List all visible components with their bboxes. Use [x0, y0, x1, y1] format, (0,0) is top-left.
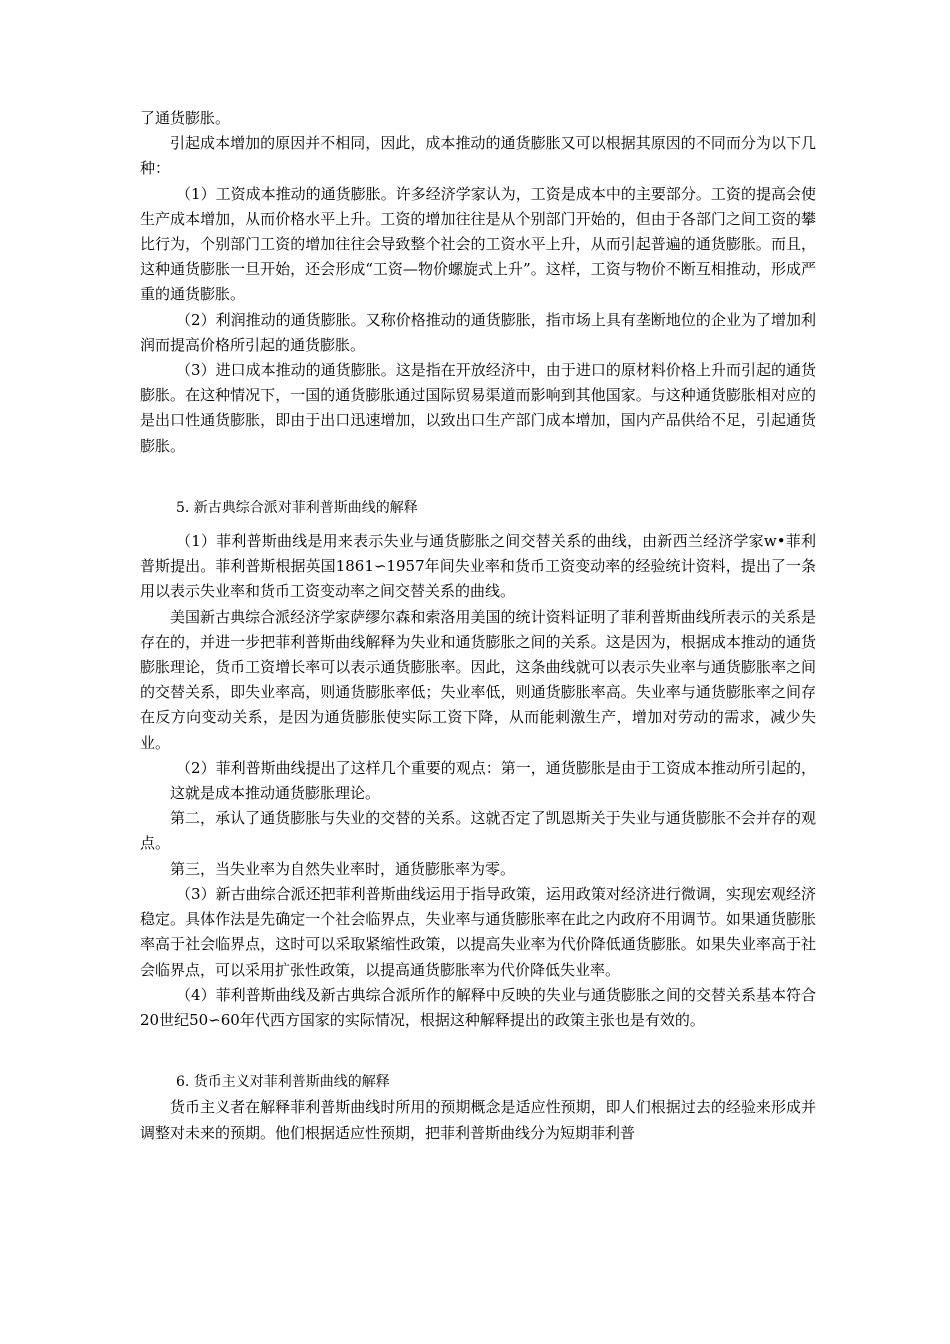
paragraph-monetarist-explanation: 货币主义者在解释菲利普斯曲线时所用的预期概念是适应性预期，即人们根据过去的经验来形成并调整对未来的预期。他们根据适应性预期，把菲利普斯曲线分为短期菲利普 [140, 1098, 816, 1142]
section-gap [140, 1033, 816, 1070]
paragraph-samuelson-solow: 美国新古典综合派经济学家萨缪尔森和索洛用美国的统计资料证明了菲利普斯曲线所表示的关系是存在的，并进一步把菲利普斯曲线解释为失业和通货膨胀之间的关系。这是因为，根据成本推动的通货膨胀理论，货币工资增长率可以表示通货膨胀率。因此，这条曲线就可以表示失业率与通货膨胀率之间的交替关系，即失业率高，则通货膨胀率低；失业率低，则通货膨胀率高。失业率与通货膨胀率之间存在反方向变动关系，是因为通货膨胀使实际工资下降，从而能刺激生产，增加对劳动的需求，减少失业。 [140, 607, 816, 752]
heading-gap [140, 521, 816, 529]
paragraph-second-point: 第二，承认了通货膨胀与失业的交替的关系。这就否定了凯恩斯关于失业与通货膨胀不会并存的观点。 [140, 809, 816, 853]
paragraph-phillips-curve-definition: （1）菲利普斯曲线是用来表示失业与通货膨胀之间交替关系的曲线，由新西兰经济学家w•菲利普斯提出。菲利普斯根据英国1861∽1957年间失业率和货币工资变动率的经验统计资料，提出了一条用以表示失业率和货币工资变动率之间交替关系的曲线。 [140, 532, 816, 601]
section-heading-5: 5. 新古典综合派对菲利普斯曲线的解释 [176, 499, 418, 516]
paragraph-third-point: 第三，当失业率为自然失业率时，通货膨胀率为零。 [170, 859, 516, 878]
paragraph-phillips-views: （2）菲利普斯曲线提出了这样几个重要的观点：第一，通货膨胀是由于工资成本推动所引起的，这就是成本推动通货膨胀理论。 [170, 758, 816, 803]
paragraph-cost-push-intro: 引起成本增加的原因并不相同，因此，成本推动的通货膨胀又可以根据其原因的不同而分为以下几种： [140, 134, 816, 178]
paragraph-policy-guidance: （3）新古曲综合派还把菲利普斯曲线运用于指导政策，运用政策对经济进行微调，实现宏观经济稳定。具体作法是先确定一个社会临界点，失业率与通货膨胀率在此之内政府不用调节。如果通货膨胀率高于社会临界点，这时可以采取紧缩性政策，以提高失业率为代价降低通货膨胀。如果失业率高于社会临界点，可以采用扩张性政策，以提高通货膨胀率为代价降低失业率。 [140, 884, 816, 979]
paragraph-historical-fit: （4）菲利普斯曲线及新古典综合派所作的解释中反映的失业与通货膨胀之间的交替关系基本符合20世纪50∽60年代西方国家的实际情况，根据这种解释提出的政策主张也是有效的。 [140, 985, 816, 1029]
section-heading-6: 6. 货币主义对菲利普斯曲线的解释 [176, 1074, 390, 1091]
paragraph-wage-cost-push: （1）工资成本推动的通货膨胀。许多经济学家认为，工资是成本中的主要部分。工资的提高会使生产成本增加，从而价格水平上升。工资的增加往往是从个别部门开始的，但由于各部门之间工资的攀比行为，个别部门工资的增加往往会导致整个社会的工资水平上升，从而引起普遍的通货膨胀。而且，这种通货膨胀一旦开始，还会形成“工资—物价螺旋式上升”。这样，工资与物价不断互相推动，形成严重的通货膨胀。 [140, 184, 816, 304]
paragraph-profit-push: （2）利润推动的通货膨胀。又称价格推动的通货膨胀，指市场上具有垄断地位的企业为了增加利润而提高价格所引起的通货膨胀。 [140, 310, 816, 354]
paragraph-import-cost-push: （3）进口成本推动的通货膨胀。这是指在开放经济中，由于进口的原材料价格上升而引起的通货膨胀。在这种情况下，一国的通货膨胀通过国际贸易渠道而影响到其他国家。与这种通货膨胀相对应的是出口性通货膨胀，即由于出口迅速增加，以致出口生产部门成本增加，国内产品供给不足，引起通货膨胀。 [140, 361, 816, 455]
paragraph-continuation: 了通货膨胀。 [140, 109, 231, 127]
document-page [140, 106, 816, 1146]
section-gap [140, 459, 816, 496]
